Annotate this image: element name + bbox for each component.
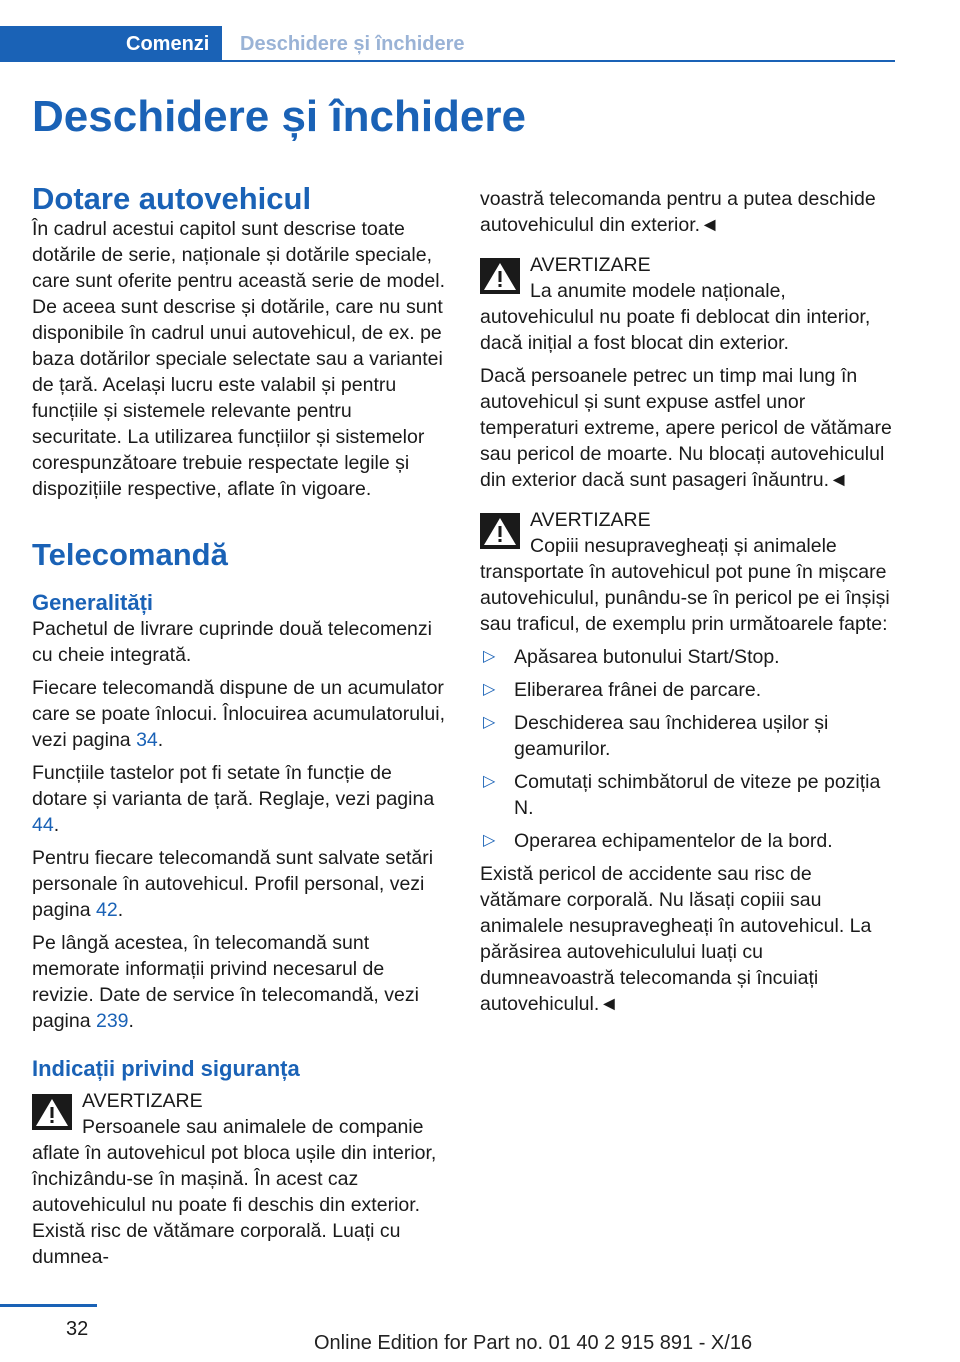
- warning-block-3: [480, 507, 896, 637]
- page-link-44[interactable]: 44: [32, 814, 54, 836]
- right-column: [480, 186, 896, 1024]
- list-item-text: Eliberarea frânei de parcare.: [514, 679, 762, 701]
- page-title: Deschidere și închidere: [32, 92, 526, 141]
- paragraph-functii: [32, 760, 446, 838]
- left-column: [32, 181, 446, 1277]
- triangle-bullet-icon: ▷: [483, 773, 496, 790]
- warning-block-1: [32, 1088, 446, 1270]
- paragraph-revizie: [32, 930, 446, 1034]
- period: .: [128, 1010, 134, 1032]
- page-link-34[interactable]: 34: [136, 729, 158, 751]
- footer-rule: [0, 1304, 97, 1307]
- paragraph-acumulator: [32, 675, 446, 753]
- warning-block-2: [480, 252, 896, 356]
- warning-triangle-icon: [32, 1094, 72, 1130]
- list-item: [480, 769, 896, 821]
- paragraph-acumulator-text: Fiecare telecomandă dispune de un acumulator care se poate înlocui. Înlocuirea acumulatorului, vezi pagina: [32, 677, 445, 751]
- paragraph-revizie-text: Pe lângă acestea, în telecomandă sunt memorate informații privind necesarul de revizie. Date de service în telecomandă, vezi pagina: [32, 932, 419, 1032]
- subsection-title-generalitati: Generalități: [32, 590, 154, 615]
- bullet-list: [480, 644, 896, 854]
- tab-deschidere-inchidere[interactable]: Deschidere și închidere: [240, 33, 465, 55]
- triangle-bullet-icon: ▷: [483, 648, 496, 665]
- paragraph-pericol: Există pericol de accidente sau risc de vătămare corporală. Nu lăsați copiii sau animalele nesupravegheați în autovehicul. La părăsirea autovehiculului luați cu dumneavoastră telecomanda și încuiați autovehiculul.◄: [480, 863, 872, 1015]
- warning-1-heading: AVERTIZARE: [82, 1090, 203, 1112]
- paragraph-profil-text: Pentru fiecare telecomandă sunt salvate setări personale în autovehicul. Profil personal, vezi pagina: [32, 847, 434, 921]
- paragraph-profil: [32, 845, 446, 923]
- list-item: [480, 644, 896, 670]
- page-link-239[interactable]: 239: [95, 1010, 129, 1032]
- warning-3-heading: AVERTIZARE: [530, 509, 651, 531]
- tab-comenzi[interactable]: Comenzi: [126, 33, 210, 55]
- warning-2-heading: AVERTIZARE: [530, 254, 651, 276]
- warning-1-continuation: voastră telecomanda pentru a putea deschide autovehiculul din exterior.◄: [480, 188, 876, 236]
- period: .: [157, 729, 164, 751]
- page-link-42[interactable]: 42: [95, 899, 118, 921]
- triangle-bullet-icon: ▷: [483, 714, 496, 731]
- header-rule: [222, 60, 895, 62]
- list-item: [480, 677, 896, 703]
- list-item-text: Apăsarea butonului Start/Stop.: [514, 646, 780, 668]
- section-dotare-text: În cadrul acestui capitol sunt descrise toate dotările de serie, naționale și dotările speciale, care sunt oferite pentru această serie de model. De aceea sunt descrise și dotările, care nu sunt disponibile în cadrul unui autovehicul, de ex. pe baza dotărilor speciale selectate sau a variantei de țară. Același lucru este valabil și pentru funcțiile și sistemele relevante pentru securitate. La utilizarea funcțiilor și sistemelor corespunzătoare trebuie respectate legile și dispozițiile respective, aflate în vigoare.: [32, 218, 445, 500]
- section-title-telecomanda: Telecomandă: [32, 537, 228, 572]
- list-item: [480, 710, 896, 762]
- triangle-bullet-icon: ▷: [483, 832, 496, 849]
- triangle-bullet-icon: ▷: [483, 681, 496, 698]
- warning-triangle-icon: [480, 258, 520, 294]
- edition-line: Online Edition for Part no. 01 40 2 915 891 - X/16: [314, 1332, 753, 1354]
- page-header: [0, 26, 895, 62]
- list-item: [480, 828, 896, 854]
- period: .: [117, 899, 124, 921]
- page-number: 32: [66, 1318, 89, 1340]
- paragraph-functii-text: Funcțiile tastelor pot fi setate în funcție de dotare și varianta de țară. Reglaje, vezi pagina: [32, 762, 435, 810]
- warning-1-text: Persoanele sau animalele de companie aflate în autovehicul pot bloca ușile din interior, închizându-se în mașină. În acest caz autovehiculul nu poate fi deschis din exterior. Există risc de vătămare corporală. Luați cu dumnea-: [32, 1116, 437, 1268]
- paragraph-pachet: Pachetul de livrare cuprinde două telecomenzi cu cheie integrată.: [32, 618, 432, 666]
- list-item-text: Operarea echipamentelor de la bord.: [514, 830, 833, 852]
- subsection-title-siguranta: Indicații privind siguranța: [32, 1056, 300, 1081]
- period: .: [53, 814, 60, 836]
- section-title-dotare: Dotare autovehicul: [32, 181, 312, 216]
- warning-2-text: La anumite modele naționale, autovehiculul nu poate fi deblocat din interior, dacă inițial a fost blocat din exterior.: [480, 280, 871, 354]
- list-item-text: Deschiderea sau închiderea ușilor și geamurilor.: [514, 712, 829, 760]
- warning-triangle-icon: [480, 513, 520, 549]
- warning-3-text: Copiii nesupravegheați și animalele transportate în autovehicul pot pune în mișcare autovehiculul, punându-se în pericol pe ei înșiși sau traficul, de exemplu prin următoarele fapte:: [480, 535, 890, 635]
- list-item-text: Comutați schimbătorul de viteze pe poziția N.: [514, 771, 881, 819]
- paragraph-temperaturi: Dacă persoanele petrec un timp mai lung în autovehicul și sunt expuse astfel unor temperaturi extreme, apere pericol de vătămare sau pericol de moarte. Nu blocați autovehiculul din exterior dacă sunt pasageri înăuntru.◄: [480, 365, 892, 491]
